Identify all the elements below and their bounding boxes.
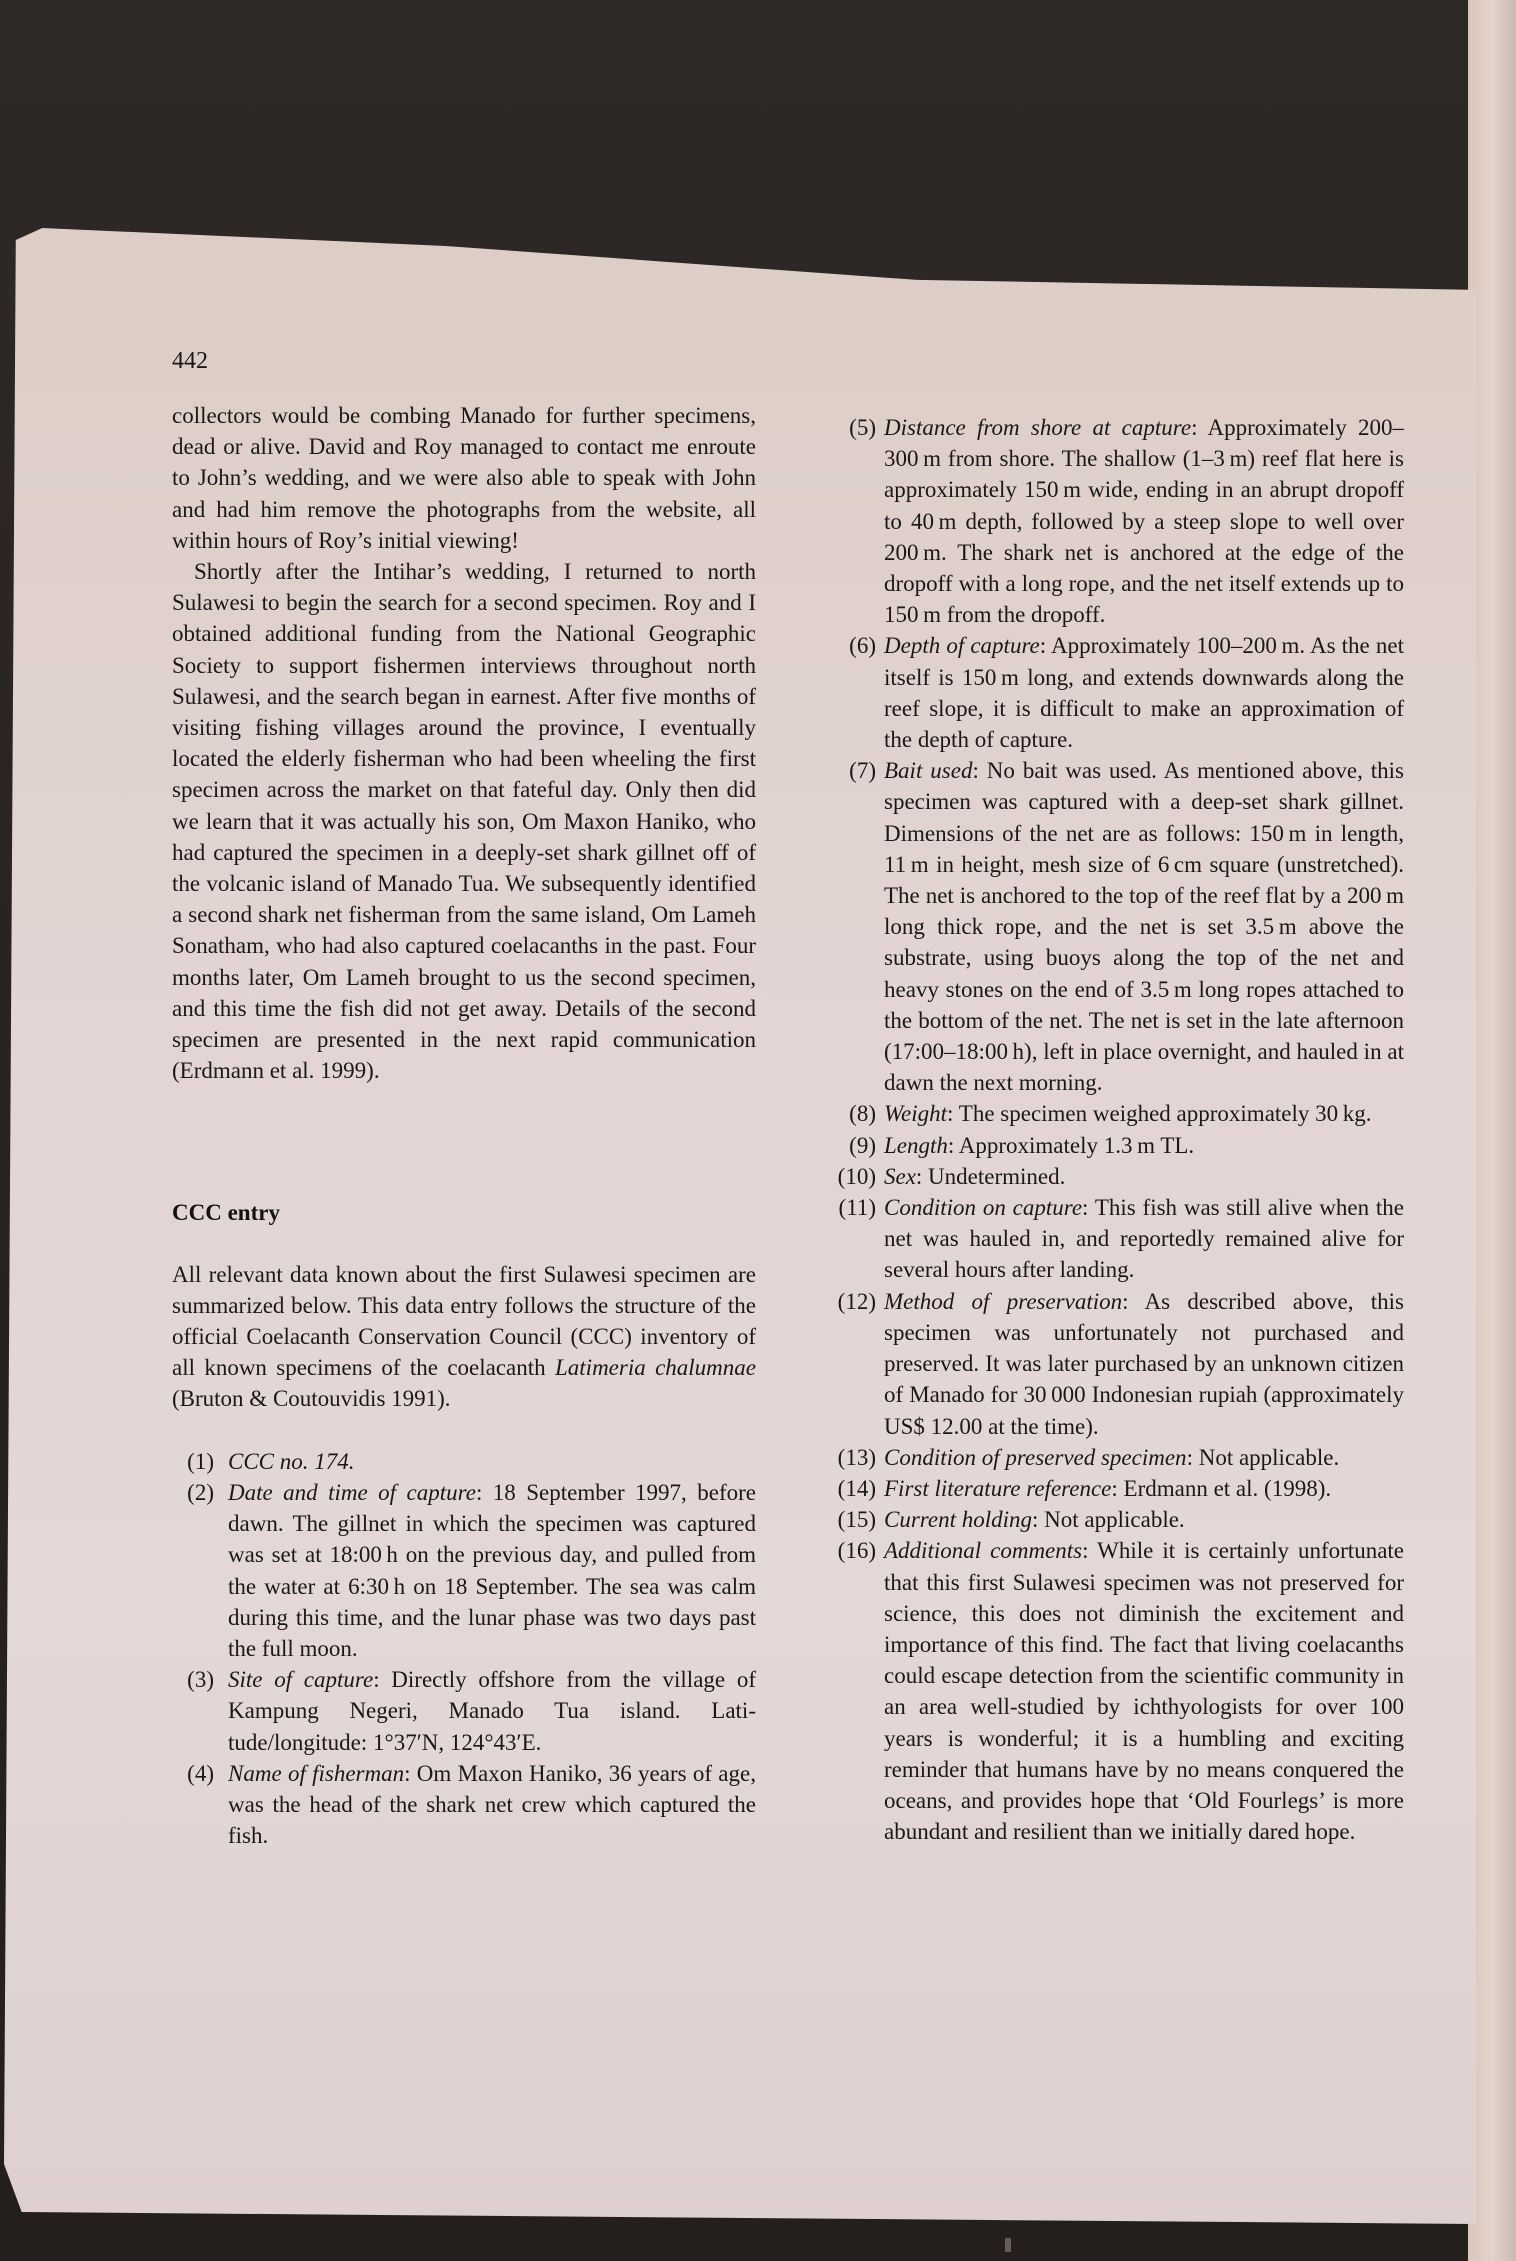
entry-item-9 — [826, 1130, 1404, 1161]
entry-item-4 — [172, 1758, 756, 1852]
entry-text: : As described above, this specimen was unfortunately not purchased and preserved. It was later purchased by an unknown citizen of Manado for 30 000 Indonesian rupiah (approximately US$ 12.00 at the time). — [884, 1288, 1404, 1439]
bottom-binding-mark — [1005, 2238, 1011, 2252]
entry-text: : Approximately 1.3 m TL. — [947, 1132, 1195, 1158]
entry-text: : While it is certainly unfortunate that this first Sulawesi specimen was not preserved for science, this does not diminish the excitement and importance of this find. The fact that living coelacanths could escape detection from the scientific community in an area well-studied by ichthyologists for over 100 years is wonderful; it is a humbling and exciting reminder that humans have by no means conquered the oceans, and provides hope that ‘Old Fourlegs’ is more abundant and resilient than we initially dared hope. — [884, 1538, 1405, 1845]
entry-text: : Undetermined. — [915, 1163, 1066, 1189]
entry-label: Additional comments — [884, 1538, 1083, 1564]
entry-number: (7) — [849, 758, 876, 784]
entry-item-11 — [826, 1192, 1404, 1286]
body-paragraph-2: Shortly after the Intihar’s wedding, I returned to north Sulawesi to begin the search for a second specimen. Roy and I obtained additional funding from the National Geographic Society to support fishermen interviews throughout north Sulawesi, and the search began in earnest. After five months of visiting fishing villages around the province, I eventually located the elderly fisherman who had been wheeling the first specimen across the market on that fateful day. Only then did we learn that it was actually his son, Om Maxon Haniko, who had captured the specimen in a deeply-set shark gillnet off of the volcanic island of Manado Tua. We subsequently identified a second shark net fisherman from the same island, Om Lameh Sonatham, who had also captured coelacanths in the past. Four months later, Om Lameh brought to us the second specimen, and this time the fish did not get away. Details of the second specimen are presented in the next rapid communication (Erdmann et al. 1999). — [172, 559, 756, 1084]
entry-label: Depth of capture — [884, 633, 1040, 659]
entry-label: Condition of preserved specimen — [884, 1444, 1187, 1470]
entry-text: : This fish was still alive when the net was hauled in, and reportedly remained alive for several hours after landing. — [884, 1195, 1404, 1283]
entry-number: (14) — [837, 1475, 876, 1501]
entry-text: : The specimen weighed approximately 30 kg. — [947, 1101, 1372, 1127]
entry-item-13 — [826, 1442, 1404, 1473]
entry-number: (13) — [837, 1444, 876, 1470]
entry-item-14 — [826, 1473, 1404, 1504]
left-column — [172, 400, 756, 1851]
entry-number: (16) — [837, 1538, 876, 1564]
entry-item-5 — [826, 412, 1404, 630]
entry-item-1 — [172, 1446, 756, 1477]
entry-item-16 — [826, 1535, 1404, 1847]
entry-item-12 — [826, 1286, 1404, 1442]
entry-label: Bait used — [884, 758, 973, 784]
entry-text: : No bait was used. As mentioned above, this specimen was captured with a deep-set shark gillnet. Dimensions of the net are as follows: 150 m in length, 11 m in height, mesh size of 6 cm square (unstretched). The net is anchored to the top of the reef flat by a 200 m long thick rope, and the net is set 3.5 m above the substrate, using buoys along the top of the net and heavy stones on the end of 3.5 m long ropes attached to the bottom of the net. The net is set in the late afternoon (17:00–18:00 h), left in place overnight, and hauled in at dawn the next morning. — [884, 758, 1404, 1096]
entry-text: : Not applicable. — [1032, 1507, 1185, 1533]
entry-number: (1) — [187, 1448, 214, 1474]
entry-item-10 — [826, 1161, 1404, 1192]
species-name: Latimeria chalumnae — [555, 1355, 756, 1381]
entry-label: Name of fisherman — [228, 1760, 405, 1786]
entry-item-3 — [172, 1664, 756, 1758]
entry-number: (4) — [187, 1760, 214, 1786]
entry-item-6 — [826, 630, 1404, 755]
entry-number: (5) — [849, 415, 876, 440]
intro-text-a: All relevant data known about the first Sulawesi specimen are summarized below. This data entry follows the structure of the official Coelacanth Conservation Council (CCC) inventory of all known specimens of the coelacanth — [172, 1261, 756, 1381]
entry-text: : Om Maxon Haniko, 36 years of age, was the head of the shark net crew which captured the fish. — [228, 1760, 756, 1849]
section-heading-ccc-entry: CCC entry — [172, 1200, 280, 1226]
entry-item-7 — [826, 755, 1404, 1098]
entry-label: Current holding — [884, 1507, 1033, 1533]
entry-text: : Not applicable. — [1186, 1444, 1340, 1470]
entry-number: (10) — [837, 1163, 876, 1189]
entry-label: CCC no. 174. — [228, 1448, 355, 1474]
entry-label: Date and time of capture — [228, 1479, 476, 1505]
entry-item-2 — [172, 1477, 756, 1664]
intro-text-b: (Bruton & Coutouvidis 1991). — [172, 1386, 451, 1412]
entry-number: (3) — [187, 1667, 214, 1693]
entry-label: Condition on capture — [884, 1195, 1083, 1221]
ccc-intro-paragraph — [172, 1259, 756, 1415]
entry-text: : 18 September 1997, before dawn. The gillnet in which the specimen was captured was set at 18:00 h on the previous day, and pulled from the water at 6:30 h on 18 September. The sea was calm during this time, and the lunar phase was two days past the full moon. — [228, 1479, 756, 1661]
entry-text: : Directly offshore from the village of Kampung Negeri, Manado Tua island. Latitude/longitude: 1°37′N, 124°43′E. — [228, 1667, 756, 1755]
entry-label: Weight — [884, 1101, 948, 1127]
entry-label: First literature reference — [884, 1475, 1112, 1501]
entry-text: : Erdmann et al. (1998). — [1111, 1475, 1332, 1501]
entry-label: Method of preservation — [884, 1288, 1123, 1314]
entry-label: Length — [884, 1132, 948, 1158]
entry-number: (2) — [187, 1479, 214, 1505]
entry-number: (6) — [849, 633, 876, 659]
entry-number: (9) — [849, 1132, 876, 1158]
right-column — [826, 412, 1404, 1847]
entry-label: Site of capture — [228, 1667, 374, 1693]
entry-text: : Approximately 100–200 m. As the net itself is 150 m long, and extends downwards along the reef slope, it is difficult to make an approximation of the depth of capture. — [884, 633, 1404, 753]
entry-number: (8) — [849, 1101, 876, 1127]
entry-number: (15) — [837, 1507, 876, 1533]
entry-number: (12) — [837, 1288, 876, 1314]
entry-item-8 — [826, 1098, 1404, 1129]
page-number: 442 — [172, 348, 208, 374]
entry-item-15 — [826, 1504, 1404, 1535]
entry-number: (11) — [838, 1195, 876, 1221]
entry-label: Distance from shore at capture — [884, 415, 1192, 440]
body-paragraph-1: collectors would be combing Manado for further specimens, dead or alive. David and Roy managed to contact me enroute to John’s wedding, and we were also able to speak with John and had him remove the photographs from the website, all within hours of Roy’s initial viewing! — [172, 403, 756, 553]
entry-text: : Approximately 200–300 m from shore. The shallow (1–3 m) reef flat here is approximately 150 m wide, ending in an abrupt dropoff to 40 m depth, followed by a steep slope to well over 200 m. The shark net is anchored at the edge of the dropoff with a long rope, and the net itself extends up to 150 m from the dropoff. — [884, 415, 1405, 628]
entry-label: Sex — [884, 1163, 916, 1189]
ccc-entry-list-left — [172, 1446, 756, 1852]
ccc-entry-list-right — [826, 412, 1404, 1847]
